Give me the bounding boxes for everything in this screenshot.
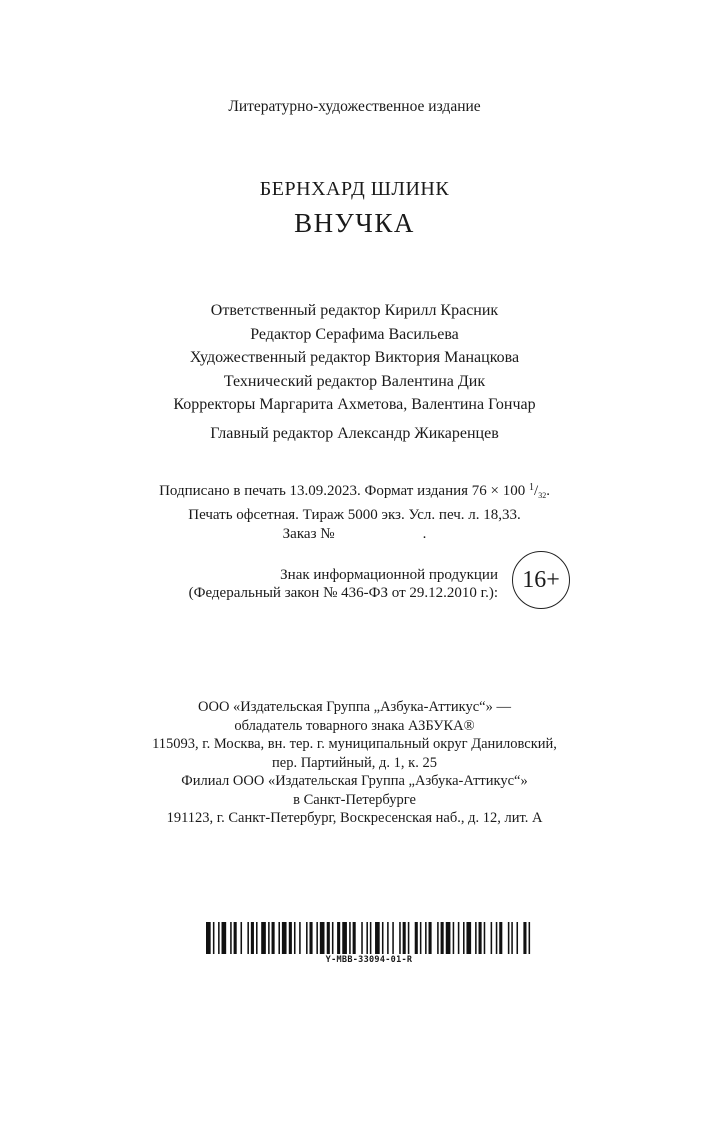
book-title: ВНУЧКА xyxy=(294,208,415,238)
order-end: . xyxy=(422,526,427,542)
info-sign-line-1: Знак информационной продукции xyxy=(280,567,498,583)
branch-info xyxy=(0,772,709,828)
branch-line: Филиал ООО «Издательская Группа „Азбука-Аттикус“» xyxy=(181,773,528,789)
print-line-1 xyxy=(0,478,709,506)
fraction-numerator: 1 xyxy=(529,482,535,493)
publisher-info xyxy=(0,698,709,772)
publisher-line: ООО «Издательская Группа „Азбука-Аттикус“» — xyxy=(198,699,511,715)
age-rating-badge: 16+ xyxy=(512,551,570,609)
order-label: Заказ № xyxy=(282,526,335,542)
branch-line: 191123, г. Санкт-Петербург, Воскресенская наб., д. 12, лит. А xyxy=(166,810,543,826)
publisher-line: обладатель товарного знака АЗБУКА® xyxy=(234,717,475,734)
info-sign-text xyxy=(150,566,498,602)
fraction-denominator: 32 xyxy=(538,491,547,500)
barcode-bars xyxy=(206,922,532,954)
credit-line: Корректоры Маргарита Ахметова, Валентина Гончар xyxy=(173,396,536,413)
print-line-2: Печать офсетная. Тираж 5000 экз. Усл. печ. л. 18,33. xyxy=(188,506,521,523)
publisher-line: 115093, г. Москва, вн. тер. г. муниципальный округ Даниловский, xyxy=(152,736,557,752)
order-line xyxy=(0,525,709,545)
book-author: БЕРНХАРД ШЛИНК xyxy=(259,178,450,200)
format-fraction: $^1/_{32}$. xyxy=(529,482,550,500)
edition-type: Литературно-художественное издание xyxy=(228,98,481,115)
credit-line: Технический редактор Валентина Дик xyxy=(223,372,486,390)
info-sign-line-2: (Федеральный закон № 436-ФЗ от 29.12.2010 г.): xyxy=(188,585,498,601)
branch-line: в Санкт-Петербурге xyxy=(293,791,416,808)
credit-line: Ответственный редактор Кирилл Красник xyxy=(210,302,499,319)
fraction-suffix: . xyxy=(546,483,550,499)
print-info xyxy=(0,478,709,545)
publisher-line: пер. Партийный, д. 1, к. 25 xyxy=(272,754,437,771)
barcode-code: Y-MBB-33094-01-R xyxy=(325,955,413,965)
print-format-text: Подписано в печать 13.09.2023. Формат издания 76 × 100 xyxy=(159,483,526,499)
staff-credits xyxy=(0,299,709,417)
barcode-image xyxy=(206,922,532,954)
credit-line: Редактор Серафима Васильева xyxy=(250,325,459,343)
chief-editor: Главный редактор Александр Жикаренцев xyxy=(210,425,499,442)
credit-line: Художественный редактор Виктория Манацкова xyxy=(189,349,520,366)
